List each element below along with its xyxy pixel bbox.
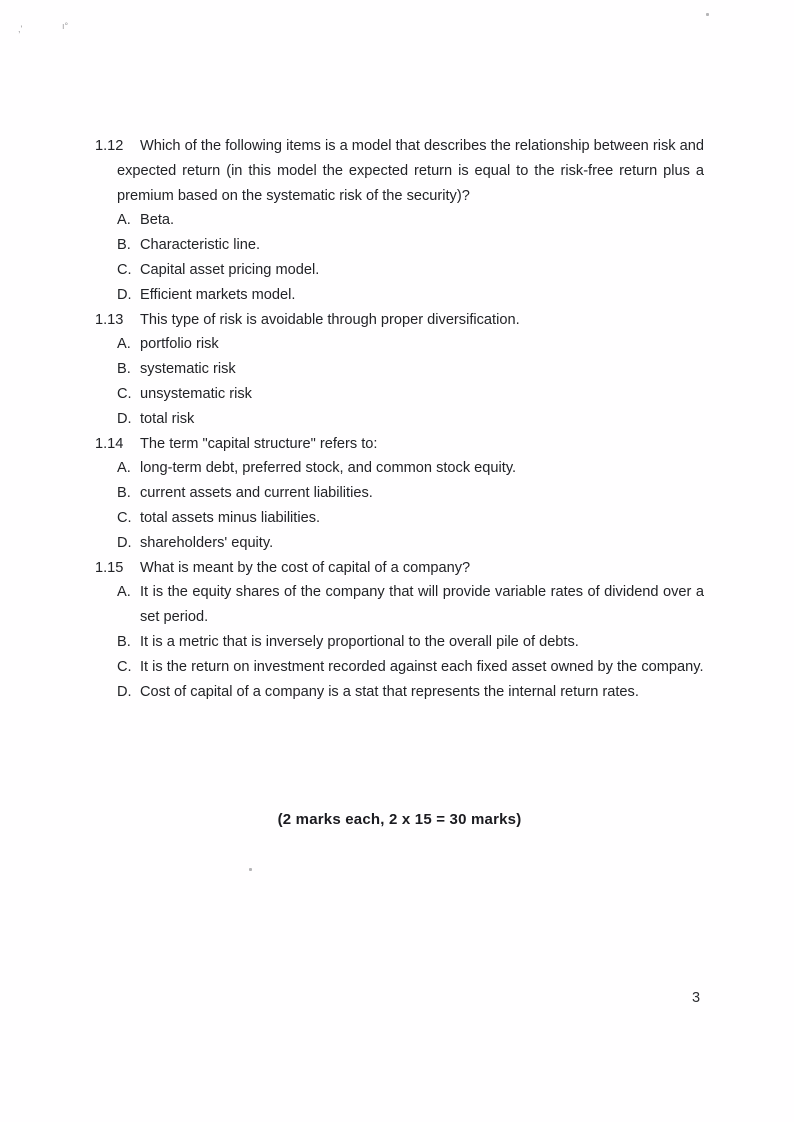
- option-d: [117, 283, 704, 308]
- scan-artifact: [249, 868, 252, 871]
- option-text: It is a metric that is inversely proportional to the overall pile of debts.: [140, 633, 579, 650]
- option-letter: D.: [117, 534, 132, 551]
- option-text: Cost of capital of a company is a stat that represents the internal return rates.: [140, 683, 639, 700]
- question-1-13: [95, 308, 704, 432]
- question-text: What is meant by the cost of capital of a company?: [140, 559, 471, 576]
- scan-artifact: ,': [18, 24, 23, 34]
- option-letter: A.: [117, 212, 131, 229]
- marks-note: (2 marks each, 2 x 15 = 30 marks): [277, 811, 522, 829]
- option-letter: B.: [117, 633, 131, 650]
- option-text: long-term debt, preferred stock, and common stock equity.: [140, 460, 517, 477]
- option-text: current assets and current liabilities.: [140, 485, 373, 502]
- question-1-14: [95, 432, 704, 556]
- option-d: [117, 680, 704, 705]
- option-b: [117, 630, 704, 655]
- question-number: 1.13: [95, 311, 124, 328]
- option-text: It is the return on investment recorded against each fixed asset owned by the company.: [140, 658, 704, 675]
- scan-artifact: ı°: [62, 21, 69, 31]
- option-a: [117, 580, 704, 630]
- question-1-12: [95, 134, 704, 308]
- option-letter: D.: [117, 286, 132, 303]
- option-letter: C.: [117, 509, 132, 526]
- option-a: [117, 208, 704, 233]
- option-text: Beta.: [140, 212, 175, 229]
- option-d: [117, 407, 704, 432]
- option-a: [117, 456, 704, 481]
- option-letter: B.: [117, 361, 131, 378]
- option-letter: A.: [117, 584, 131, 601]
- option-letter: A.: [117, 460, 131, 477]
- option-a: [117, 332, 704, 357]
- option-b: [117, 357, 704, 382]
- option-letter: C.: [117, 261, 132, 278]
- option-text: total assets minus liabilities.: [140, 509, 321, 526]
- option-text: portfolio risk: [140, 336, 219, 353]
- option-text: Capital asset pricing model.: [140, 261, 320, 278]
- option-letter: D.: [117, 410, 132, 427]
- question-1-15: [95, 556, 704, 705]
- option-letter: C.: [117, 385, 132, 402]
- question-text: This type of risk is avoidable through proper diversification.: [140, 311, 520, 328]
- option-b: [117, 481, 704, 506]
- option-b: [117, 233, 704, 258]
- option-text: Characteristic line.: [140, 237, 261, 254]
- page-number: 3: [692, 990, 701, 1006]
- question-text: Which of the following items is a model that describes the relationship between risk and expected return (in this model the expected return is equal to the risk-free return plus a premium based on the systematic risk of the security)?: [117, 138, 704, 204]
- option-text: unsystematic risk: [140, 385, 252, 402]
- option-text: Efficient markets model.: [140, 286, 296, 303]
- question-list: [95, 134, 704, 833]
- option-c: [117, 506, 704, 531]
- question-number: 1.14: [95, 435, 124, 452]
- option-c: [117, 258, 704, 283]
- option-letter: A.: [117, 336, 131, 353]
- option-text: total risk: [140, 410, 195, 427]
- option-letter: D.: [117, 683, 132, 700]
- option-text: shareholders' equity.: [140, 534, 274, 551]
- option-d: [117, 531, 704, 556]
- option-letter: B.: [117, 485, 131, 502]
- scan-artifact: [706, 13, 709, 16]
- question-number: 1.15: [95, 559, 124, 576]
- option-letter: C.: [117, 658, 132, 675]
- question-text: The term "capital structure" refers to:: [140, 435, 378, 452]
- option-text: systematic risk: [140, 361, 236, 378]
- question-number: 1.12: [95, 138, 124, 154]
- option-text: It is the equity shares of the company that will provide variable rates of dividend over a set period.: [140, 584, 704, 626]
- option-c: [117, 655, 704, 680]
- option-c: [117, 382, 704, 407]
- option-letter: B.: [117, 237, 131, 254]
